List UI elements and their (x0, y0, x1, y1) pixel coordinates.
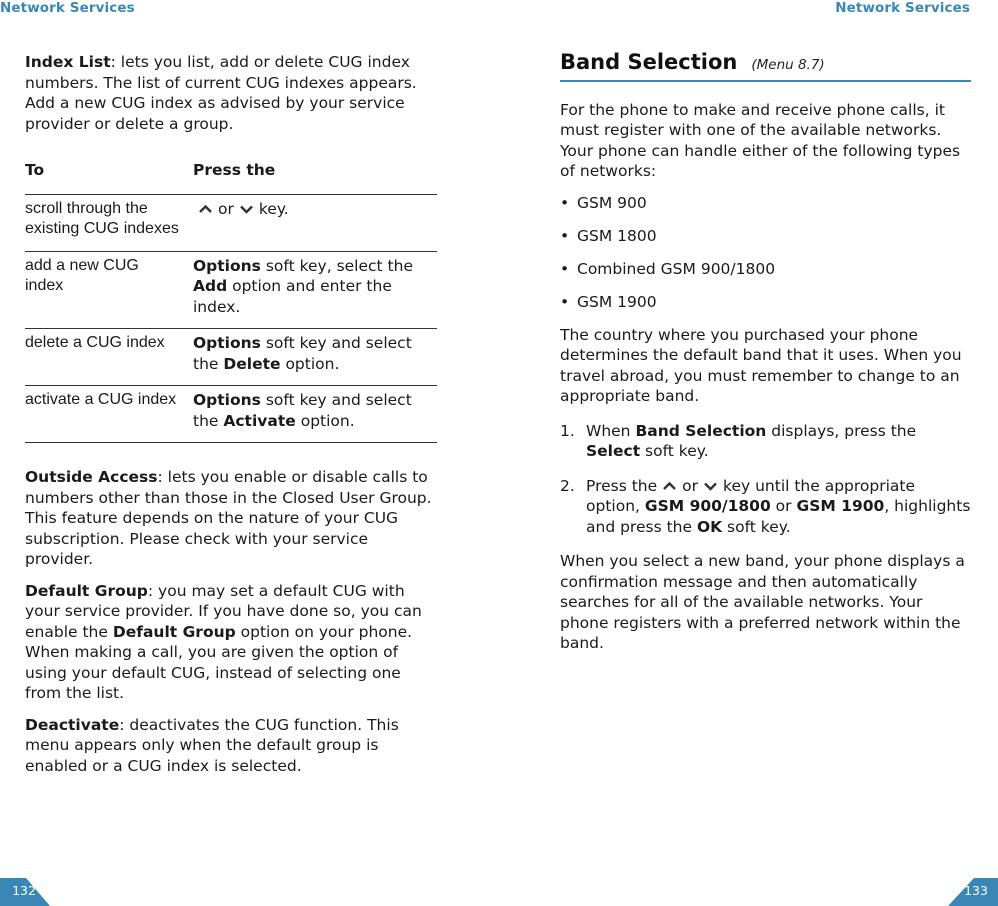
page-number-tab-right (948, 878, 998, 906)
list-item (560, 292, 971, 313)
step-text: When (586, 421, 636, 440)
options-key-label: Options (193, 256, 261, 275)
options-key-label: Options (193, 391, 261, 409)
default-group-text: : you may set a default CUG with your service provider. If you have done so, you can enable the (25, 581, 422, 641)
menu-reference: (Menu 8.7) (751, 57, 825, 73)
step-text: soft key. (640, 442, 709, 460)
index-list-paragraph (25, 52, 437, 134)
or-text: or (218, 199, 234, 218)
step-number: 2. (560, 476, 575, 495)
activate-option-label: Activate (223, 411, 296, 430)
key-text: key. (258, 199, 289, 218)
page-number-right: 133 (964, 882, 988, 898)
running-header-left: Network Services (0, 0, 135, 16)
gsm-1900-label: GSM 1900 (796, 497, 885, 515)
running-header-right: Network Services (835, 0, 970, 16)
table-cell-to: delete a CUG index (25, 329, 187, 386)
cell-text: option. (280, 354, 340, 373)
table-row (25, 251, 437, 329)
down-key-icon (238, 203, 255, 215)
bullet: • (560, 259, 570, 278)
gsm-900-1800-label: GSM 900/1800 (644, 497, 771, 515)
step-1 (560, 421, 971, 462)
outside-access-text: : lets you enable or disable calls to numbers other than those in the Closed User Group. This feature depends on the nature of your CUG subscription. Please check with your service provider. (25, 468, 432, 568)
intro-paragraph: For the phone to make and receive phone calls, it must register with one of the available networks. Your phone can handle either of the following types of networks: (560, 100, 961, 180)
cell-text: soft key, select the (260, 256, 413, 275)
table-header-row (25, 156, 437, 194)
step-text: , highlights and press the (586, 497, 971, 536)
select-key-label: Select (586, 442, 641, 460)
up-key-icon (197, 203, 214, 215)
page-number-left: 132 (12, 882, 36, 898)
cell-text: soft key and select the (193, 334, 412, 373)
up-key-icon (661, 480, 678, 492)
steps-list (560, 421, 971, 538)
table-cell-press (187, 386, 437, 443)
default-group-paragraph (25, 581, 437, 704)
outside-access-term: Outside Access (25, 468, 158, 486)
section-title: Band Selection (560, 50, 738, 74)
deactivate-term: Deactivate (25, 715, 120, 734)
table-cell-press (187, 251, 437, 329)
cell-text: soft key and select the (193, 391, 412, 430)
network-name: GSM 1800 (577, 226, 657, 245)
section-title-row (560, 52, 971, 82)
table-cell-press (187, 329, 437, 386)
default-group-term: Default Group (25, 581, 148, 600)
index-list-term: Index List (25, 53, 111, 71)
network-name: GSM 900 (577, 193, 647, 212)
step-text: key until the appropriate option, (586, 476, 916, 515)
band-selection-label: Band Selection (635, 421, 767, 440)
bullet: • (560, 226, 570, 245)
ok-key-label: OK (696, 517, 723, 536)
left-page-column (25, 52, 437, 787)
deactivate-paragraph (25, 715, 437, 777)
step-text: soft key. (722, 517, 791, 536)
deactivate-text: : deactivates the CUG function. This menu appears only when the default group is enabled or a CUG index is selected. (25, 715, 399, 775)
default-group-text: option on your phone. When making a call, you are given the option of using your default CUG, instead of selecting one from the list. (25, 622, 413, 702)
table-row (25, 194, 437, 251)
country-paragraph: The country where you purchased your phone determines the default band that it uses. When you travel abroad, you must remember to change to an appropriate band. (560, 325, 962, 405)
down-key-icon (702, 480, 719, 492)
step-text: or (770, 497, 797, 515)
default-group-option: Default Group (112, 622, 236, 641)
network-list (560, 193, 971, 313)
or-text: or (682, 476, 699, 495)
step-text: Press the (586, 476, 658, 495)
list-item (560, 259, 971, 280)
cell-text: option and enter the index. (193, 277, 392, 316)
step-number: 1. (560, 421, 575, 440)
page-number-tab-left (0, 878, 50, 906)
step-2 (560, 476, 971, 538)
list-item (560, 193, 971, 214)
bullet: • (560, 292, 570, 311)
network-name: GSM 1900 (577, 292, 657, 311)
cell-text: option. (295, 411, 355, 430)
step-text: displays, press the (766, 421, 917, 440)
list-item (560, 226, 971, 247)
table-cell-press (187, 194, 437, 251)
cug-actions-table (25, 156, 437, 443)
add-option-label: Add (193, 277, 228, 295)
right-page-column (560, 52, 971, 665)
table-cell-to: activate a CUG index (25, 386, 187, 443)
options-key-label: Options (193, 334, 261, 352)
network-name: Combined GSM 900/1800 (577, 259, 776, 278)
table-row (25, 386, 437, 443)
table-cell-to: add a new CUG index (25, 251, 187, 329)
closing-paragraph: When you select a new band, your phone displays a confirmation message and then automatically searches for all of the available networks. Your phone registers with a preferred network within the band. (560, 552, 965, 652)
table-row (25, 329, 437, 386)
table-cell-to: scroll through the existing CUG indexes (25, 194, 187, 251)
bullet: • (560, 193, 570, 212)
table-header-to: To (25, 156, 187, 194)
table-header-press: Press the (187, 156, 437, 194)
index-list-text: : lets you list, add or delete CUG index numbers. The list of current CUG indexes appears. Add a new CUG index as advised by your service provider or delete a group. (25, 53, 417, 133)
outside-access-paragraph (25, 467, 437, 570)
delete-option-label: Delete (223, 354, 281, 373)
